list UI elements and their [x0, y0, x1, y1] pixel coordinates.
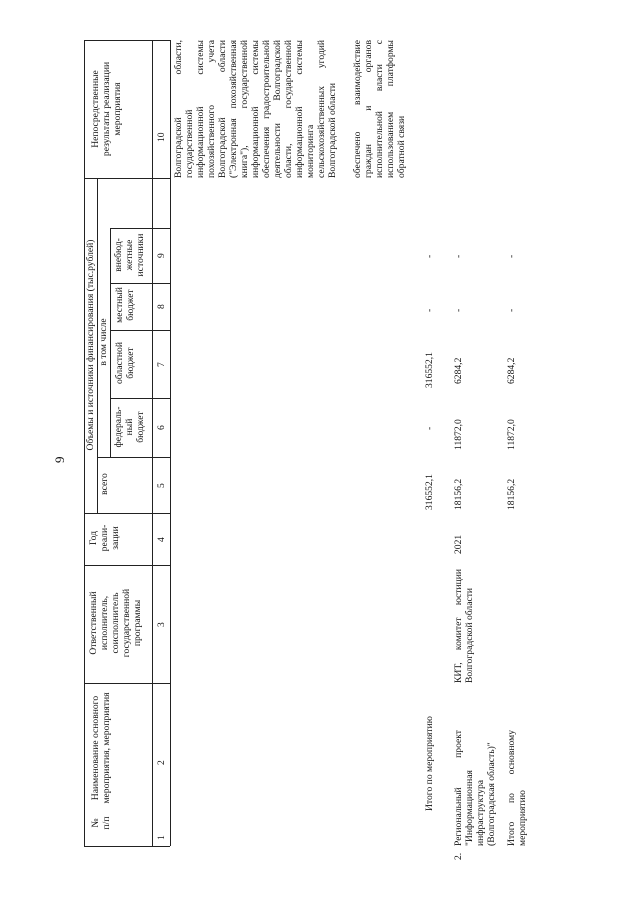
col-number: 9 — [156, 253, 167, 258]
row-local: - — [453, 308, 464, 312]
row-extrabudget: - — [453, 254, 464, 258]
col-number: 2 — [156, 760, 167, 765]
row-name: Региональный проект "Информационная инфраструктура (Волгоградская область)" — [453, 730, 497, 846]
row-local: - — [424, 308, 435, 312]
header-local: местный бюджет — [114, 287, 136, 323]
row-responsible: КИТ, комитет юстиции Волгоградской области — [453, 569, 475, 683]
col-number: 7 — [156, 362, 167, 367]
header-financing: Объемы и источники финансирования (тыс.рублей) — [85, 239, 96, 451]
row-total: 18156,2 — [506, 478, 517, 510]
header-num: № п/п — [90, 816, 112, 830]
col-number: 1 — [156, 835, 167, 840]
row-name: Итого по основному мероприятию — [506, 730, 528, 846]
row-federal: - — [424, 426, 435, 430]
row-total: 316552,1 — [424, 474, 435, 510]
col-number: 6 — [156, 425, 167, 430]
row-year: 2021 — [453, 534, 464, 554]
row-federal: 11872,0 — [506, 419, 517, 450]
header-federal: федераль- ный бюджет — [113, 406, 146, 448]
row-local: - — [506, 308, 517, 312]
col-number: 8 — [156, 304, 167, 309]
header-incl: в том числе — [98, 318, 109, 366]
row-regional: 6284,2 — [453, 357, 464, 384]
row-extrabudget: - — [506, 254, 517, 258]
col-number: 5 — [156, 483, 167, 488]
col-number: 3 — [156, 622, 167, 627]
header-results: Непосредственные результаты реализации мероприятия — [90, 61, 123, 157]
row-extrabudget: - — [424, 254, 435, 258]
header-extrabudget: внебюд- жетные источники — [113, 233, 146, 277]
page-number: 9 — [52, 456, 67, 463]
row-regional: 6284,2 — [506, 357, 517, 384]
header-responsible: Ответственный исполнитель, соисполнитель государственной программы — [88, 588, 143, 658]
results-text-2: обеспечено взаимодействие граждан и органов исполнительной власти с использованием платформы обратной связи — [352, 40, 407, 178]
col-number: 4 — [156, 537, 167, 542]
row-federal: 11872,0 — [453, 419, 464, 450]
row-name: Итого по мероприятию — [424, 716, 435, 811]
header-regional: областной бюджет — [114, 342, 136, 385]
header-total: всего — [99, 473, 110, 495]
row-total: 18156,2 — [453, 478, 464, 510]
col-number: 10 — [156, 132, 167, 142]
row-num: 2. — [453, 852, 464, 860]
header-year: Год реали- зации — [88, 524, 121, 552]
header-name: Наименование основного мероприятия, мероприятия — [90, 692, 112, 804]
results-text-1: Волгоградской области, государственной информационной системы похозяйственного учета Волгоградской области ("Электронная похозяйственная книга"), государственной информационной системы обеспечения градостроительной деятельности Волгоградской области, государственной информационной системы мониторинга сельскохозяйственных угодий Волгоградской области — [173, 40, 338, 178]
row-regional: 316552,1 — [424, 352, 435, 388]
